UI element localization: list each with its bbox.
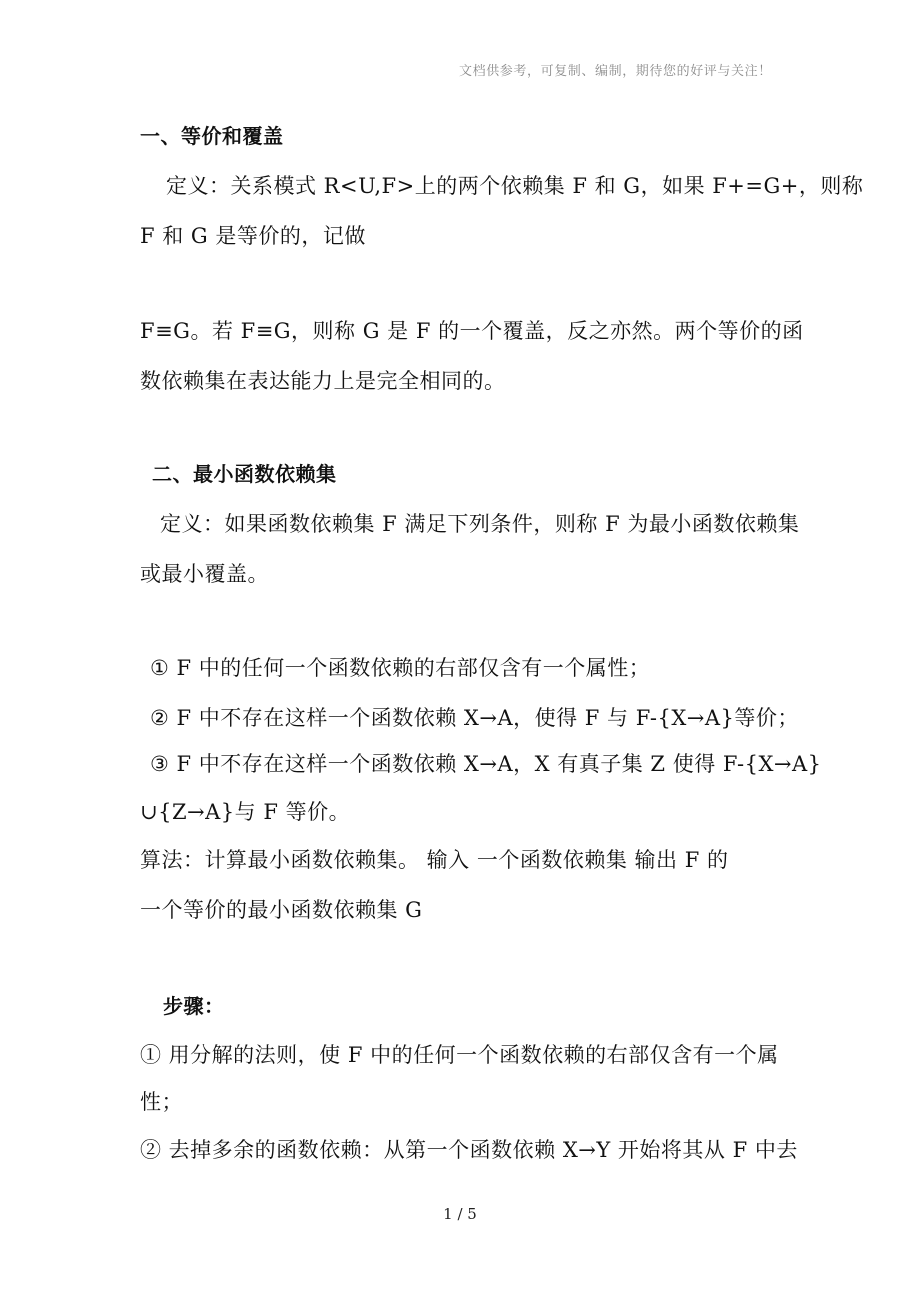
- section2-title: 二、最小函数依赖集: [152, 462, 337, 486]
- section1-definition-line1: 定义：关系模式 R<U,F>上的两个依赖集 F 和 G，如果 F+=G+，则称: [166, 174, 864, 198]
- page-indicator: 1 / 5: [443, 1205, 477, 1223]
- section1-title: 一、等价和覆盖: [140, 124, 284, 148]
- step-1-line2: 性；: [140, 1090, 183, 1114]
- section1-paragraph-line2: 数依赖集在表达能力上是完全相同的。: [140, 369, 506, 393]
- step-2-line1: ② 去掉多余的函数依赖：从第一个函数依赖 X→Y 开始将其从 F 中去: [140, 1138, 798, 1162]
- section1-paragraph-line1: F≡G。若 F≡G，则称 G 是 F 的一个覆盖，反之亦然。两个等价的函: [140, 319, 804, 343]
- condition-3-line1: ③ F 中不存在这样一个函数依赖 X→A，X 有真子集 Z 使得 F-{X→A}: [150, 752, 822, 776]
- algorithm-line1: 算法：计算最小函数依赖集。 输入 一个函数依赖集 输出 F 的: [140, 848, 729, 872]
- step-1-line1: ① 用分解的法则，使 F 中的任何一个函数依赖的右部仅含有一个属: [140, 1043, 779, 1067]
- condition-3-line2: ∪{Z→A}与 F 等价。: [140, 800, 351, 824]
- section2-definition-line2: 或最小覆盖。: [140, 562, 269, 586]
- condition-1: ① F 中的任何一个函数依赖的右部仅含有一个属性；: [150, 656, 651, 680]
- condition-2: ② F 中不存在这样一个函数依赖 X→A，使得 F 与 F-{X→A}等价；: [150, 706, 799, 730]
- header-note: 文档供参考，可复制、编制，期待您的好评与关注！: [459, 64, 772, 79]
- algorithm-line2: 一个等价的最小函数依赖集 G: [140, 898, 423, 922]
- steps-title: 步骤：: [163, 994, 225, 1018]
- section1-definition-line2: F 和 G 是等价的，记做: [140, 224, 366, 248]
- section2-definition-line1: 定义：如果函数依赖集 F 满足下列条件，则称 F 为最小函数依赖集: [160, 512, 800, 536]
